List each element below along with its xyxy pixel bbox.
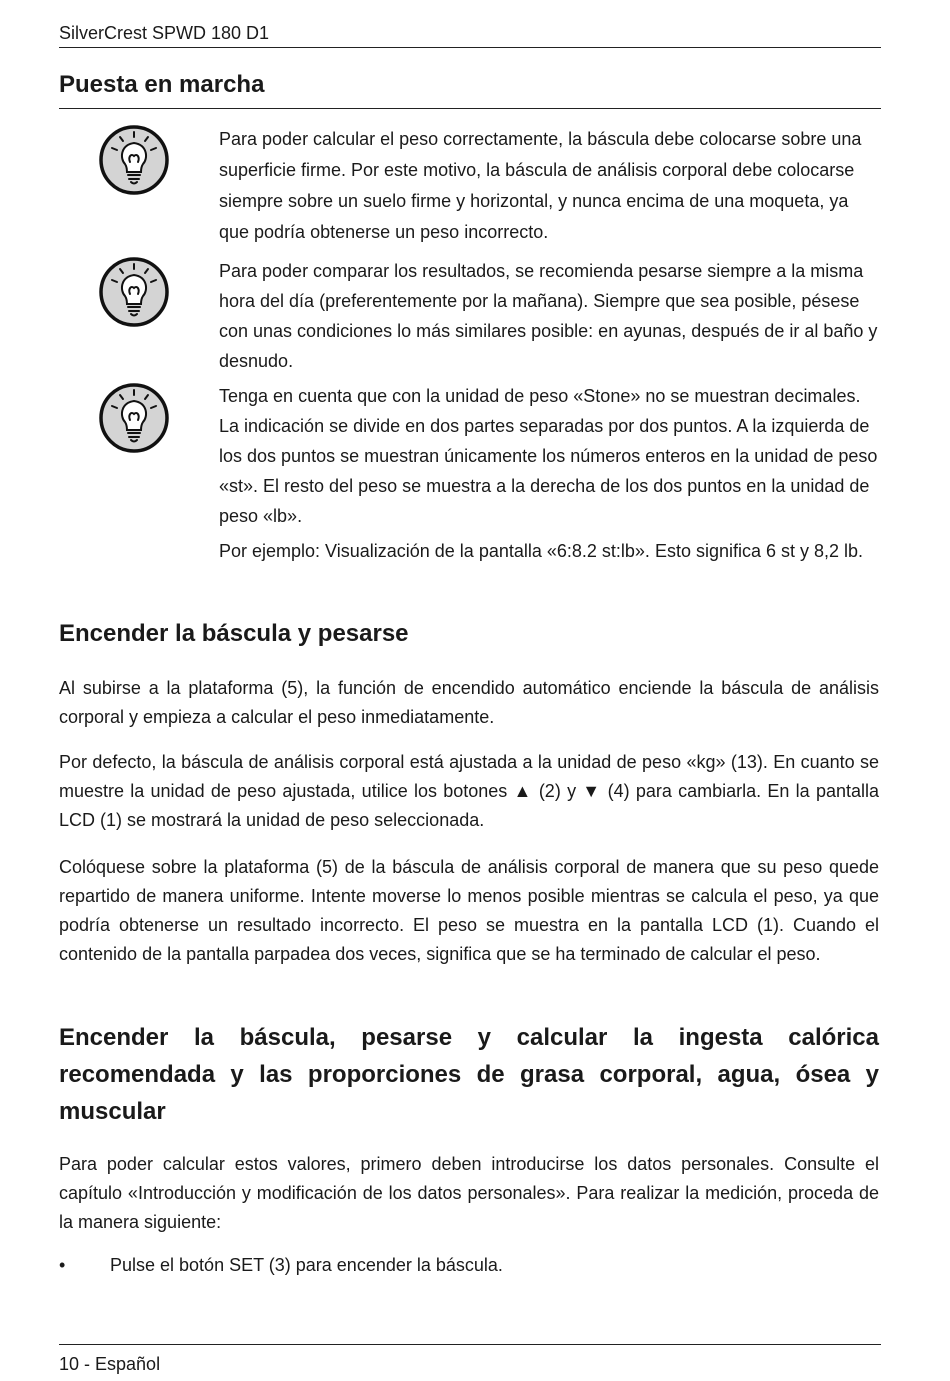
bullet-icon: • — [59, 1255, 66, 1275]
section-title-puesta-en-marcha: Puesta en marcha — [59, 66, 881, 109]
tip-text-same-time: Para poder comparar los resultados, se recomienda pesarse siempre a la misma hora del día (preferentemente por la mañana). Siempre que sea posible, pésese con unas condiciones lo más similares posible: en ayunas, después de ir al baño y desnudo. — [219, 261, 878, 371]
tip-text-example: Por ejemplo: Visualización de la pantalla «6:8.2 st:lb». Esto significa 6 st y 8,2 lb. — [219, 541, 864, 561]
paragraph-stand-on-platform: Colóquese sobre la plataforma (5) de la báscula de análisis corporal de manera que su peso quede repartido de manera uniforme. Intente moverse lo menos posible mientras se calcula el peso, ya que podría obtenerse un resultado incorrecto. El peso se muestra en la pantalla LCD (1). Cuando el contenido de la pantalla parpadea dos veces, significa que se ha terminado de calcular el peso. — [59, 857, 879, 964]
lightbulb-icon — [98, 256, 170, 328]
page-header: SilverCrest SPWD 180 D1 — [59, 20, 881, 48]
section-title-calorie-body-fat: Encender la báscula, pesarse y calcular la ingesta calórica recomendada y las proporciones de grasa corporal, agua, ósea y muscular — [59, 1024, 879, 1125]
lightbulb-icon — [98, 382, 170, 454]
paragraph-default-unit: Por defecto, la báscula de análisis corporal está ajustada a la unidad de peso «kg» (13). En cuanto se muestre la unidad de peso ajustada, utilice los botones ▲ (2) y ▼ (4) para cambiarla. En la pantalla LCD (1) se mostrará la unidad de peso seleccionada. — [59, 752, 879, 830]
section-title-encender-pesarse: Encender la báscula y pesarse — [59, 620, 409, 647]
page-footer: 10 - Español — [59, 1344, 881, 1381]
list-item-text: Pulse el botón SET (3) para encender la báscula. — [110, 1255, 503, 1275]
lightbulb-icon — [98, 124, 170, 196]
tip-text-firm-surface: Para poder calcular el peso correctamente, la báscula debe colocarse sobre una superficie firme. Por este motivo, la báscula de análisis corporal debe colocarse siempre sobre un suelo firme y horizontal, y nunca encima de una moqueta, ya que podría obtenerse un peso incorrecto. — [219, 129, 862, 242]
paragraph-auto-on: Al subirse a la plataforma (5), la función de encendido automático enciende la báscula de análisis corporal y empieza a calcular el peso inmediatamente. — [59, 678, 879, 727]
tip-text-stone-unit: Tenga en cuenta que con la unidad de peso «Stone» no se muestran decimales. La indicación se divide en dos partes separadas por dos puntos. A la izquierda de los dos puntos se muestran únicamente los números enteros en la unidad de peso «st». El resto del peso se muestra a la derecha de los dos puntos en la unidad de peso «lb». — [219, 386, 878, 526]
paragraph-personal-data: Para poder calcular estos valores, primero deben introducirse los datos personales. Consulte el capítulo «Introducción y modificación de los datos personales». Para realizar la medición, proceda de la manera siguiente: — [59, 1154, 879, 1232]
